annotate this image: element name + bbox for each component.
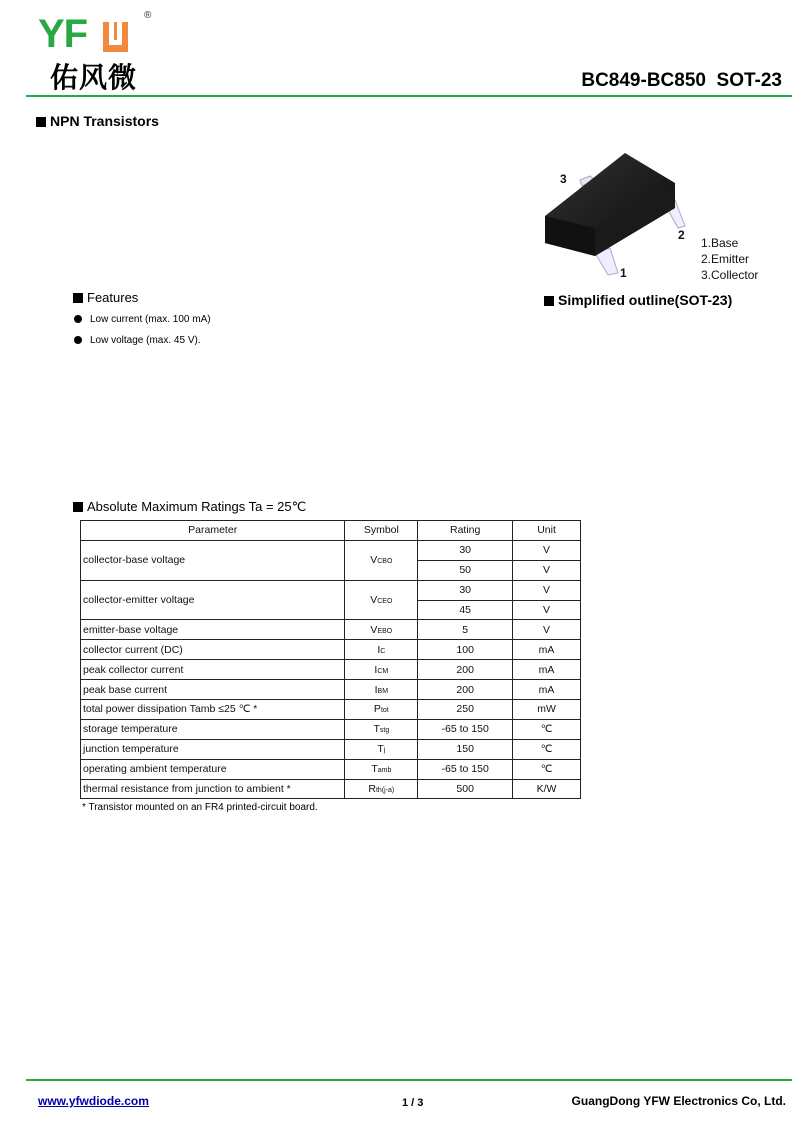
symbol-sub: tot (380, 707, 389, 715)
feature-item (74, 335, 201, 346)
rating-cell: -65 to 150 (418, 719, 513, 739)
unit-cell: V (513, 600, 581, 620)
pin-number-3: 3 (560, 172, 567, 186)
sot23-package-image (540, 148, 690, 278)
table-row (81, 700, 581, 720)
logo-latin: YF (38, 12, 88, 56)
logo-chinese: 佑风微 (50, 61, 138, 94)
table-row (81, 640, 581, 660)
unit-cell: V (513, 540, 581, 560)
unit-cell: ℃ (513, 739, 581, 759)
rating-cell: 500 (418, 779, 513, 799)
rating-cell: 30 (418, 580, 513, 600)
symbol-sub: C (380, 647, 386, 655)
param-cell: storage temperature (81, 719, 345, 739)
rating-cell: 50 (418, 560, 513, 580)
symbol-cell (345, 580, 418, 620)
symbol-sub: amb (377, 767, 392, 775)
page-number: 1 / 3 (402, 1097, 424, 1109)
unit-cell: mA (513, 640, 581, 660)
table-row (81, 759, 581, 779)
section-features-label: Features (87, 290, 139, 305)
param-cell: total power dissipation Tamb ≤25 ℃ * (81, 700, 345, 720)
table-row (81, 719, 581, 739)
symbol-cell (345, 660, 418, 680)
symbol-sub: BM (377, 687, 389, 695)
feature-text: Low voltage (max. 45 V). (90, 335, 201, 346)
section-outline-label: Simplified outline(SOT-23) (558, 292, 733, 308)
param-cell: peak base current (81, 680, 345, 700)
unit-cell: mW (513, 700, 581, 720)
symbol-cell (345, 739, 418, 759)
symbol-cell (345, 779, 418, 799)
symbol-main: T (377, 743, 384, 756)
param-cell: operating ambient temperature (81, 759, 345, 779)
header-parameter: Parameter (81, 521, 345, 541)
unit-cell: ℃ (513, 719, 581, 739)
rating-cell: 100 (418, 640, 513, 660)
ratings-table (80, 520, 581, 799)
symbol-cell (345, 540, 418, 580)
logo-w-mark (103, 22, 128, 52)
symbol-sub: th(j-a) (375, 787, 395, 795)
unit-cell: K/W (513, 779, 581, 799)
unit-cell: ℃ (513, 759, 581, 779)
symbol-sub: stg (379, 727, 390, 735)
pin-number-1: 1 (620, 266, 627, 280)
param-cell: collector current (DC) (81, 640, 345, 660)
table-footnote: * Transistor mounted on an FR4 printed-circuit board. (82, 802, 318, 813)
symbol-main: T (373, 723, 380, 736)
symbol-main: P (373, 703, 381, 716)
pin-collector: 3.Collector (701, 268, 759, 282)
section-outline (544, 292, 732, 308)
unit-cell: V (513, 560, 581, 580)
symbol-cell (345, 640, 418, 660)
unit-cell: V (513, 580, 581, 600)
symbol-cell (345, 620, 418, 640)
symbol-main: V (370, 554, 378, 567)
rating-cell: 45 (418, 600, 513, 620)
pin-number-2: 2 (678, 228, 685, 242)
symbol-cell (345, 759, 418, 779)
symbol-main: I (374, 683, 378, 696)
param-cell: junction temperature (81, 739, 345, 759)
pin-emitter: 2.Emitter (701, 252, 750, 266)
table-row (81, 739, 581, 759)
logo-registered: ® (144, 10, 152, 21)
symbol-cell (345, 680, 418, 700)
unit-cell: V (513, 620, 581, 640)
header-rating: Rating (418, 521, 513, 541)
symbol-main: I (377, 643, 381, 656)
yfw-logo (38, 10, 158, 94)
document-title: BC849-BC850 SOT-23 (581, 70, 782, 91)
symbol-cell (345, 719, 418, 739)
website-link[interactable]: www.yfwdiode.com (38, 1094, 149, 1108)
feature-item (74, 314, 211, 325)
rating-cell: 30 (418, 540, 513, 560)
rating-cell: 250 (418, 700, 513, 720)
section-npn-label: NPN Transistors (50, 113, 159, 129)
header-unit: Unit (513, 521, 581, 541)
table-row (81, 660, 581, 680)
rating-cell: 200 (418, 660, 513, 680)
table-row (81, 580, 581, 600)
header-symbol: Symbol (345, 521, 418, 541)
company-name: GuangDong YFW Electronics Co, Ltd. (571, 1094, 786, 1108)
symbol-sub: CBO (377, 558, 393, 566)
symbol-main: T (371, 763, 378, 776)
footer-divider (26, 1079, 792, 1081)
unit-cell: mA (513, 660, 581, 680)
symbol-sub: CM (377, 667, 389, 675)
symbol-main: R (368, 783, 376, 796)
param-cell: thermal resistance from junction to ambient * (81, 779, 345, 799)
rating-cell: -65 to 150 (418, 759, 513, 779)
symbol-sub: CEO (377, 598, 393, 606)
symbol-sub: j (383, 747, 386, 755)
table-row (81, 540, 581, 560)
symbol-cell (345, 700, 418, 720)
table-header-row (81, 521, 581, 541)
symbol-main: I (374, 663, 378, 676)
param-cell: emitter-base voltage (81, 620, 345, 640)
header-divider (26, 95, 792, 97)
section-features (73, 290, 138, 305)
rating-cell: 150 (418, 739, 513, 759)
rating-cell: 200 (418, 680, 513, 700)
feature-text: Low current (max. 100 mA) (90, 314, 211, 325)
unit-cell: mA (513, 680, 581, 700)
table-row (81, 779, 581, 799)
pin-base: 1.Base (701, 236, 739, 250)
section-npn (36, 113, 159, 129)
table-row (81, 620, 581, 640)
symbol-sub: EBO (377, 627, 393, 635)
param-cell: peak collector current (81, 660, 345, 680)
param-cell: collector-emitter voltage (81, 580, 345, 620)
symbol-main: V (370, 623, 378, 636)
section-ratings (73, 499, 306, 515)
table-row (81, 680, 581, 700)
symbol-main: V (370, 594, 378, 607)
section-ratings-label: Absolute Maximum Ratings Ta = 25℃ (87, 499, 307, 514)
param-cell: collector-base voltage (81, 540, 345, 580)
rating-cell: 5 (418, 620, 513, 640)
